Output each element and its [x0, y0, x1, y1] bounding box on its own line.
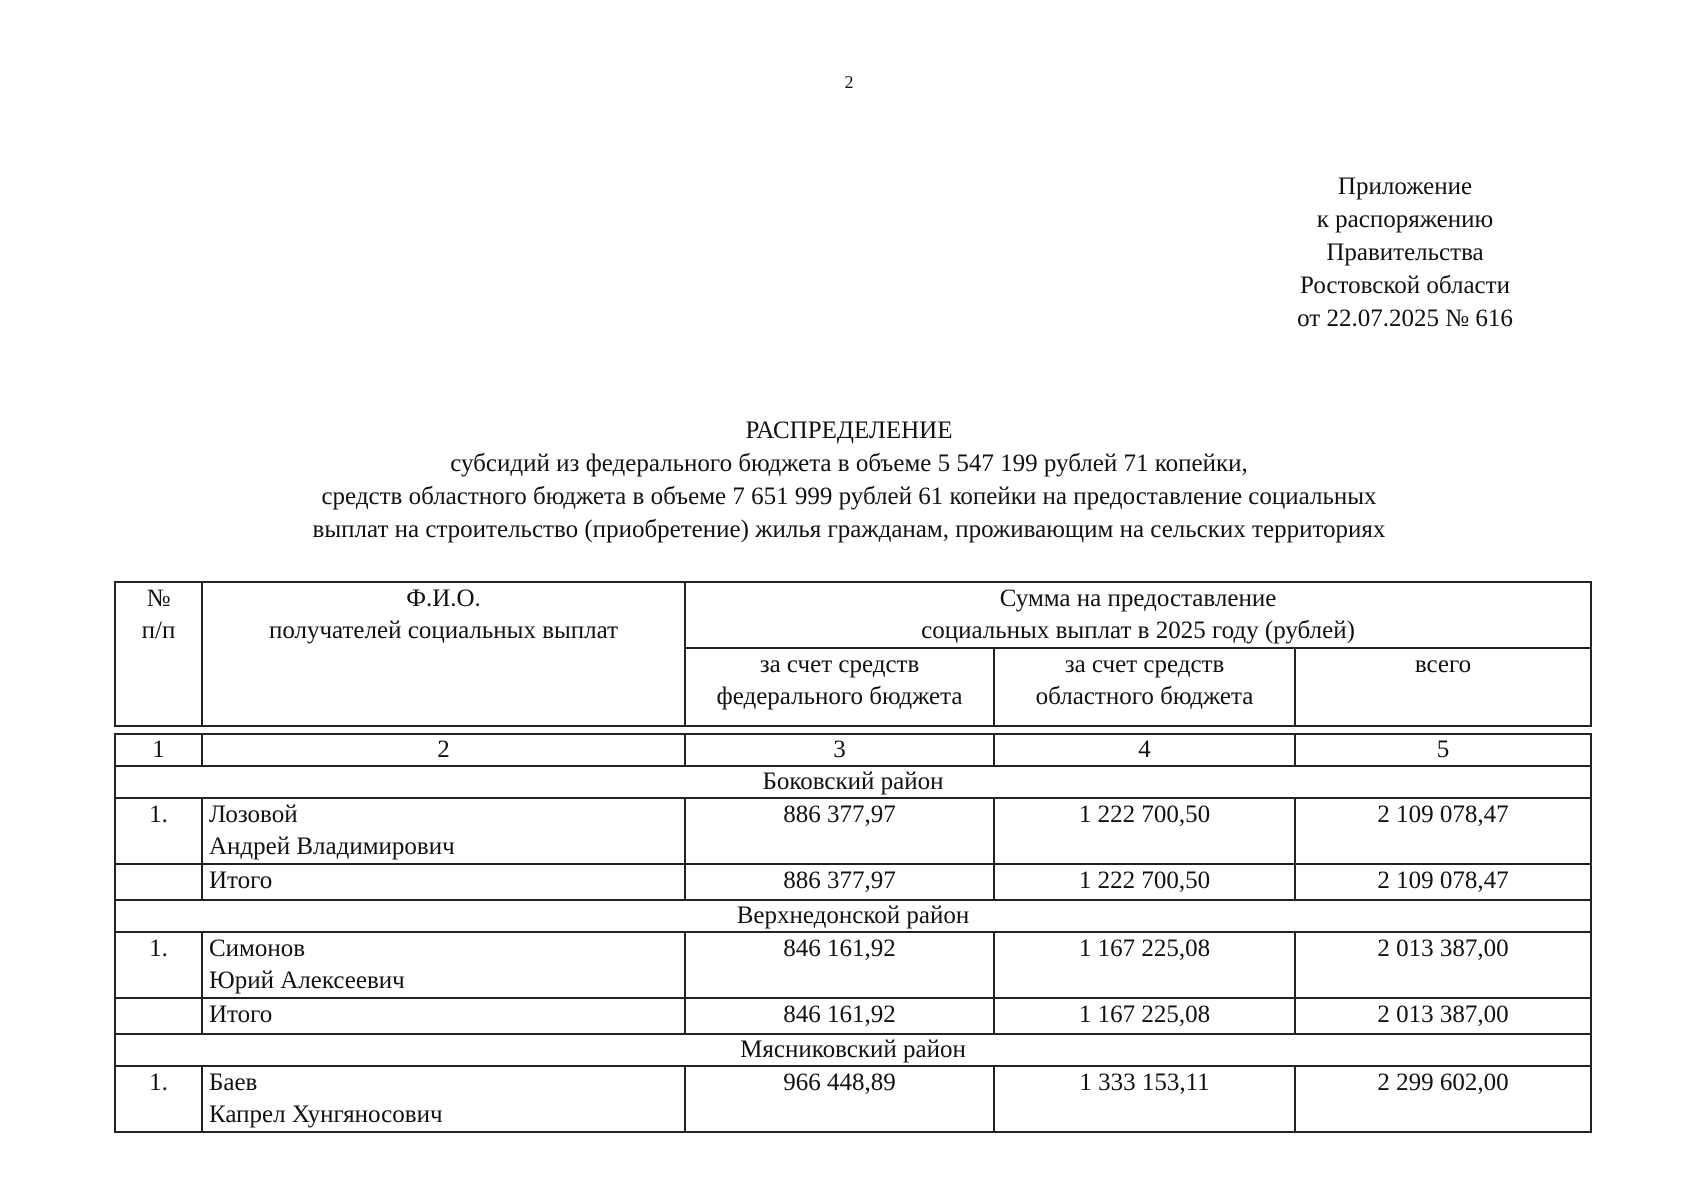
row-number [115, 864, 202, 900]
regional-amount: 1 167 225,08 [994, 998, 1295, 1034]
document-title [0, 414, 1698, 546]
federal-amount: 846 161,92 [685, 998, 994, 1034]
federal-amount: 966 448,89 [685, 1066, 994, 1132]
table-header [114, 581, 1592, 727]
subtotal-label: Итого [202, 864, 685, 900]
total-amount: 2 299 602,00 [1295, 1066, 1591, 1132]
row-number: 1. [115, 932, 202, 998]
column-number: 5 [1295, 734, 1591, 766]
row-number: 1. [115, 1066, 202, 1132]
district-name: Боковский район [115, 766, 1591, 798]
regional-amount: 1 167 225,08 [994, 932, 1295, 998]
table-row [115, 1066, 1591, 1132]
recipient-name: Симонов Юрий Алексеевич [202, 932, 685, 998]
appendix-line: Ростовской области [1300, 272, 1510, 299]
district-row [115, 766, 1591, 798]
column-number: 3 [685, 734, 994, 766]
column-number: 2 [202, 734, 685, 766]
appendix-block [1260, 170, 1550, 335]
regional-amount: 1 222 700,50 [994, 798, 1295, 864]
table-row [115, 932, 1591, 998]
title-heading: РАСПРЕДЕЛЕНИЕ [745, 417, 953, 444]
title-line: субсидий из федерального бюджета в объеме 5 547 199 рублей 71 копейки, [450, 450, 1248, 477]
title-line: средств областного бюджета в объеме 7 651 999 рублей 61 копейки на предоставление социальных [321, 483, 1377, 510]
district-row [115, 1034, 1591, 1066]
appendix-line: Правительства [1326, 239, 1484, 266]
title-line: выплат на строительство (приобретение) жилья гражданам, проживающим на сельских территориях [312, 516, 1386, 543]
header-fio: Ф.И.О. получателей социальных выплат [202, 582, 685, 726]
regional-amount: 1 333 153,11 [994, 1066, 1295, 1132]
district-row [115, 900, 1591, 932]
district-name: Верхнедонской район [115, 900, 1591, 932]
appendix-line: от 22.07.2025 № 616 [1297, 305, 1513, 332]
recipient-name: Лозовой Андрей Владимирович [202, 798, 685, 864]
table-row [115, 798, 1591, 864]
total-amount: 2 013 387,00 [1295, 932, 1591, 998]
regional-amount: 1 222 700,50 [994, 864, 1295, 900]
header-total: всего [1295, 648, 1591, 726]
page-number: 2 [844, 72, 854, 92]
header-regional: за счет средств областного бюджета [994, 648, 1295, 726]
total-amount: 2 109 078,47 [1295, 798, 1591, 864]
row-number [115, 998, 202, 1034]
data-table [114, 733, 1592, 1133]
total-amount: 2 109 078,47 [1295, 864, 1591, 900]
column-number: 4 [994, 734, 1295, 766]
column-number: 1 [115, 734, 202, 766]
federal-amount: 846 161,92 [685, 932, 994, 998]
subtotal-row [115, 998, 1591, 1034]
header-sum-group: Сумма на предоставление социальных выплат в 2025 году (рублей) [685, 582, 1591, 648]
subtotal-row [115, 864, 1591, 900]
appendix-line: к распоряжению [1316, 206, 1494, 233]
federal-amount: 886 377,97 [685, 864, 994, 900]
appendix-line: Приложение [1337, 173, 1473, 200]
district-name: Мясниковский район [115, 1034, 1591, 1066]
recipient-name: Баев Капрел Хунгяносович [202, 1066, 685, 1132]
column-numbers-row [115, 734, 1591, 766]
header-federal: за счет средств федерального бюджета [685, 648, 994, 726]
federal-amount: 886 377,97 [685, 798, 994, 864]
header-number: № п/п [115, 582, 202, 726]
total-amount: 2 013 387,00 [1295, 998, 1591, 1034]
row-number: 1. [115, 798, 202, 864]
subtotal-label: Итого [202, 998, 685, 1034]
